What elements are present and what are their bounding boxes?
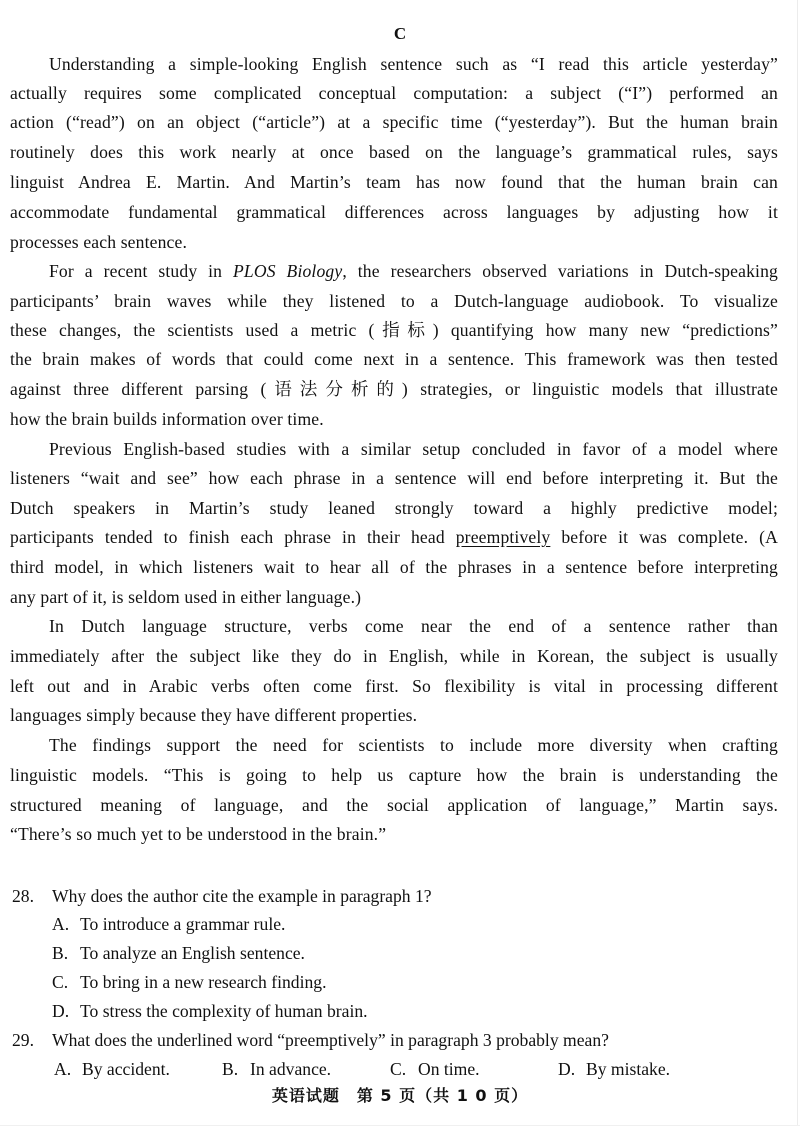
text-line: processes each sentence. <box>10 232 188 252</box>
question-stem: Why does the author cite the example in paragraph 1? <box>52 886 432 906</box>
journal-title: PLOS Biology <box>233 261 343 281</box>
text-segment: , the researchers observed variations in Dutch-speaking <box>342 261 778 281</box>
option-text: To analyze an English sentence. <box>80 943 305 963</box>
underlined-word: preemptively <box>455 527 551 547</box>
answer-option-d[interactable] <box>558 1055 670 1083</box>
question-number: 28. <box>12 886 34 906</box>
answer-option-b[interactable] <box>222 1055 331 1083</box>
text-line: participants’ brain waves while they listened to a Dutch-language audiobook. To visualize <box>10 291 778 311</box>
text-line: accommodate fundamental grammatical differences across languages by adjusting how it <box>10 202 778 222</box>
text-line: Dutch speakers in Martin’s study leaned strongly toward a highly predictive model; <box>10 498 778 518</box>
text-segment: For a recent study in <box>49 261 234 281</box>
question-stem: What does the underlined word “preemptively” in paragraph 3 probably mean? <box>52 1030 609 1050</box>
scan-edge-line <box>797 0 798 1125</box>
text-line: languages simply because they have different properties. <box>10 705 418 725</box>
text-line: linguistic models. “This is going to help us capture how the brain is understanding the <box>10 765 778 785</box>
option-text: To bring in a new research finding. <box>80 972 327 992</box>
text-line: routinely does this work nearly at once based on the language’s grammatical rules, says <box>10 142 778 162</box>
option-text: By mistake. <box>586 1059 671 1079</box>
option-text: To stress the complexity of human brain. <box>80 1001 368 1021</box>
text-segment: before it was complete. (A <box>550 527 778 547</box>
option-text: In advance. <box>250 1059 332 1079</box>
text-line: “There’s so much yet to be understood in the brain.” <box>10 824 387 844</box>
text-line <box>49 257 778 285</box>
text-line: the brain makes of words that could come next in a sentence. This framework was then tested <box>10 349 778 369</box>
text-line: structured meaning of language, and the social application of language,” Martin says. <box>10 795 778 815</box>
text-line: action (“read”) on an object (“article”) at a specific time (“yesterday”). But the human brain <box>10 112 778 132</box>
answer-option-b[interactable] <box>52 939 305 967</box>
text-line: left out and in Arabic verbs often come first. So flexibility is vital in processing different <box>10 676 778 696</box>
text-line <box>10 523 778 551</box>
answer-option-d[interactable] <box>52 997 368 1025</box>
text-line: The findings support the need for scientists to include more diversity when crafting <box>49 735 778 755</box>
option-letter: C. <box>52 972 69 992</box>
option-letter: A. <box>54 1059 72 1079</box>
page-footer: 英语试题 第 5 页（共 1 0 页） <box>271 1086 529 1105</box>
answer-option-c[interactable] <box>52 968 326 996</box>
option-letter: A. <box>52 914 70 934</box>
question-number: 29. <box>12 1030 34 1050</box>
option-letter: C. <box>390 1059 407 1079</box>
answer-option-a[interactable] <box>52 910 285 938</box>
option-text: By accident. <box>82 1059 170 1079</box>
option-letter: B. <box>52 943 69 963</box>
text-line: against three different parsing (语法分析的) strategies, or linguistic models that illustrate <box>10 379 778 399</box>
answer-option-c[interactable] <box>390 1055 480 1083</box>
text-line: these changes, the scientists used a metric (指标) quantifying how many new “predictions” <box>10 320 778 340</box>
option-letter: B. <box>222 1059 239 1079</box>
text-line: third model, in which listeners wait to hear all of the phrases in a sentence before interpreting <box>10 557 778 577</box>
option-text: On time. <box>418 1059 480 1079</box>
scan-bottom-line <box>0 1125 800 1126</box>
text-line: In Dutch language structure, verbs come near the end of a sentence rather than <box>49 616 778 636</box>
text-line: listeners “wait and see” how each phrase in a sentence will end before interpreting it. But the <box>10 468 778 488</box>
text-segment: participants tended to finish each phrase in their head <box>10 527 456 547</box>
option-letter: D. <box>52 1001 70 1021</box>
text-line: Understanding a simple-looking English sentence such as “I read this article yesterday” <box>49 54 778 74</box>
text-line: linguist Andrea E. Martin. And Martin’s team has now found that the human brain can <box>10 172 778 192</box>
answer-option-a[interactable] <box>54 1055 170 1083</box>
option-letter: D. <box>558 1059 576 1079</box>
text-line: Previous English-based studies with a similar setup concluded in favor of a model where <box>49 439 778 459</box>
text-line: how the brain builds information over time. <box>10 409 324 429</box>
text-line: actually requires some complicated conceptual computation: a subject (“I”) performed an <box>10 83 778 103</box>
text-line: any part of it, is seldom used in either language.) <box>10 587 362 607</box>
option-text: To introduce a grammar rule. <box>80 914 286 934</box>
text-line: immediately after the subject like they do in English, while in Korean, the subject is usually <box>10 646 778 666</box>
section-heading: C <box>393 24 407 43</box>
